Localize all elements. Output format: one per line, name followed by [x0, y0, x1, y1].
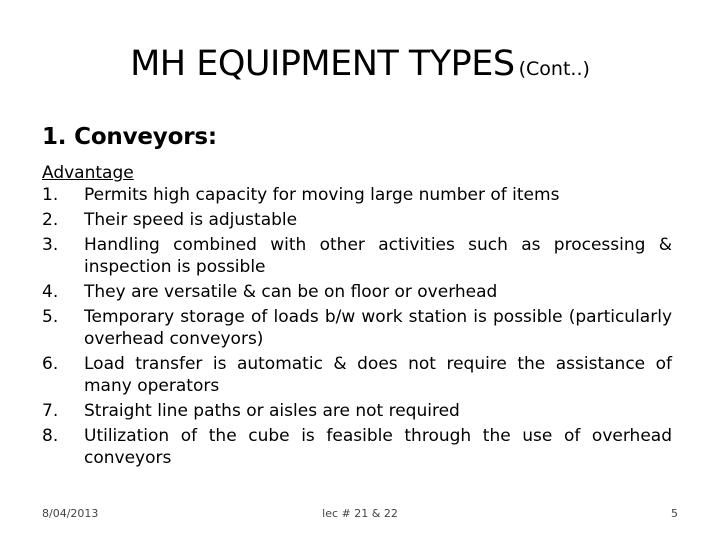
list-item-number: 8.	[42, 426, 59, 446]
section-heading: 1. Conveyors:	[42, 124, 217, 150]
list-item	[42, 234, 672, 278]
list-item-text: Temporary storage of loads b/w work station is possible (particularly overhead conveyors)	[84, 307, 672, 349]
list-item-number: 6.	[42, 354, 59, 374]
slide-title	[0, 44, 720, 84]
list-item	[42, 281, 672, 303]
list-item-text: Handling combined with other activities such as processing & inspection is possible	[84, 235, 672, 277]
list-item	[42, 400, 672, 422]
slide-title-sub: (Cont..)	[518, 58, 590, 80]
list-item	[42, 353, 672, 397]
list-item-text: Utilization of the cube is feasible through the use of overhead conveyors	[84, 426, 672, 468]
list-item-text: Permits high capacity for moving large number of items	[84, 185, 560, 205]
footer-lecture-label: lec # 21 & 22	[322, 507, 398, 520]
advantage-list	[42, 184, 672, 469]
list-item	[42, 209, 672, 231]
slide-title-main: MH EQUIPMENT TYPES	[130, 44, 515, 84]
list-item-number: 1.	[42, 185, 59, 205]
list-item-text: They are versatile & can be on floor or overhead	[84, 282, 498, 302]
list-item-text: Straight line paths or aisles are not required	[84, 401, 460, 421]
list-item-number: 3.	[42, 235, 59, 255]
footer-page-number: 5	[671, 507, 678, 520]
list-item-number: 4.	[42, 282, 59, 302]
footer-date: 8/04/2013	[42, 507, 99, 520]
list-item-number: 2.	[42, 210, 59, 230]
list-item-text: Their speed is adjustable	[84, 210, 298, 230]
list-item-number: 5.	[42, 307, 59, 327]
list-item	[42, 306, 672, 350]
section-subheading: Advantage	[42, 163, 134, 183]
slide-content	[42, 124, 672, 469]
list-item	[42, 425, 672, 469]
list-item-number: 7.	[42, 401, 59, 421]
list-item	[42, 184, 672, 206]
list-item-text: Load transfer is automatic & does not require the assistance of many operators	[84, 354, 672, 396]
